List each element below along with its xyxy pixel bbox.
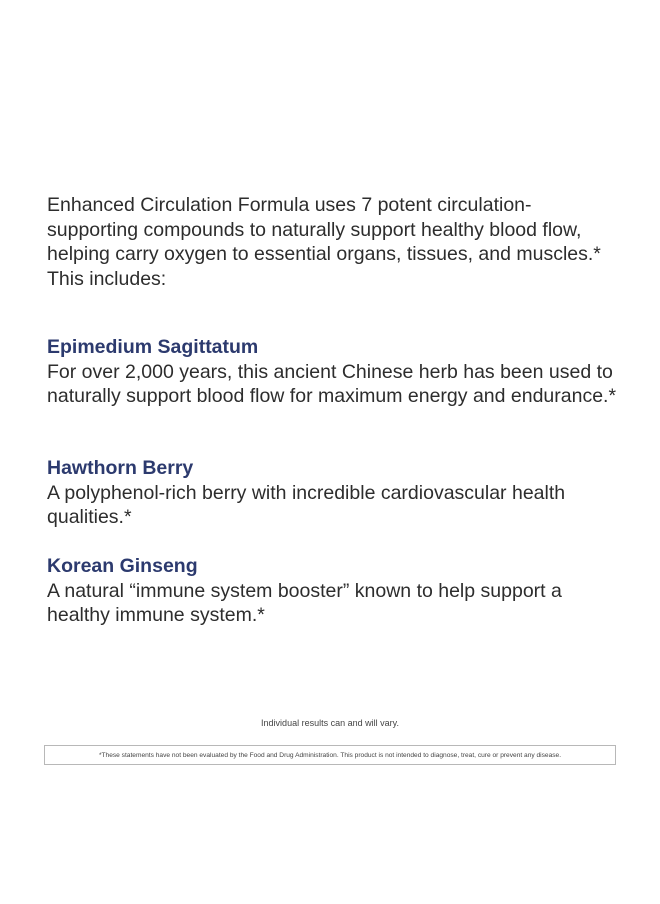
ingredient-section-ginseng bbox=[47, 554, 617, 628]
results-note: Individual results can and will vary. bbox=[261, 718, 399, 728]
ingredient-title: Epimedium Sagittatum bbox=[47, 336, 259, 358]
fda-disclaimer-text: *These statements have not been evaluated by the Food and Drug Administration. This product is not intended to diagnose, treat, cure or prevent any disease. bbox=[98, 751, 562, 759]
ingredient-title: Hawthorn Berry bbox=[47, 457, 194, 479]
ingredient-description: For over 2,000 years, this ancient Chinese herb has been used to naturally support blood flow for maximum energy and endurance.* bbox=[47, 360, 617, 407]
intro-paragraph: Enhanced Circulation Formula uses 7 potent circulation-supporting compounds to naturally support healthy blood flow, helping carry oxygen to essential organs, tissues, and muscles.* This includes: bbox=[47, 194, 601, 290]
ingredient-section-epimedium bbox=[47, 335, 617, 409]
ingredient-section-hawthorn bbox=[47, 456, 617, 530]
fda-disclaimer-box bbox=[44, 745, 616, 765]
ingredient-description: A polyphenol-rich berry with incredible cardiovascular health qualities.* bbox=[47, 481, 566, 528]
ingredient-title: Korean Ginseng bbox=[47, 555, 198, 577]
ingredient-description: A natural “immune system booster” known to help support a healthy immune system.* bbox=[47, 579, 562, 626]
